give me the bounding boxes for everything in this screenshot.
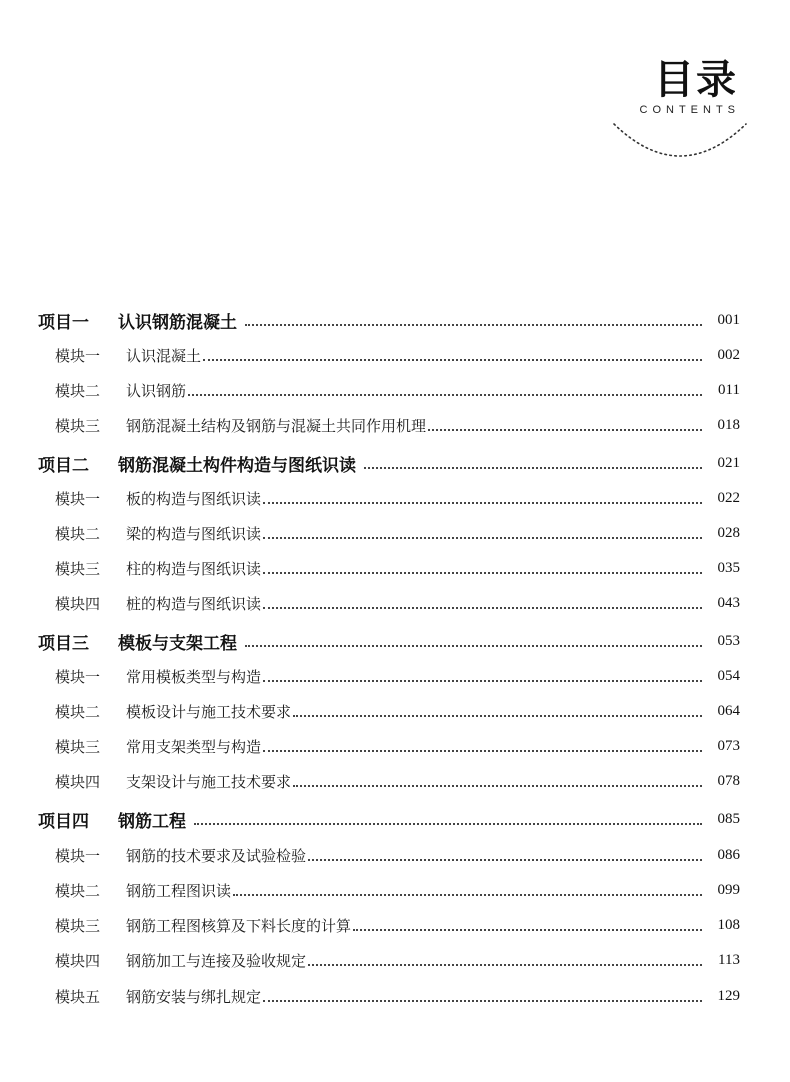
toc-entry-number: 模块四 [55,951,101,970]
toc-page-number: 099 [717,881,740,898]
toc-entry-label [55,845,306,866]
toc-section-row [55,942,740,978]
toc-page-number: 113 [718,951,740,968]
toc-entry-number: 模块三 [55,559,101,578]
dot-leader [308,858,702,861]
dot-leader [364,466,702,469]
toc-page-number: 022 [717,489,740,506]
toc-page-number: 054 [717,667,740,684]
toc-page-number: 002 [717,346,740,363]
toc-entry-number: 模块二 [55,881,101,900]
toc-page-number: 108 [717,916,740,933]
toc-entry-number: 模块一 [55,346,101,365]
dot-leader [428,428,702,431]
dot-leader [353,928,702,931]
toc-section-row [55,978,740,1014]
toc-entry-title: 钢筋加工与连接及验收规定 [126,951,307,970]
toc-section-row [55,693,740,729]
dot-leader [263,999,702,1002]
toc-entry-number: 模块一 [55,667,101,686]
toc-entry-label [55,950,306,971]
toc-entry-label [55,701,291,722]
toc-page-number: 018 [717,416,740,433]
toc-page-number: 064 [717,702,740,719]
toc-page-number: 129 [717,987,740,1004]
toc-entry-label [55,986,261,1007]
dot-leader [293,784,702,787]
table-of-contents [0,300,790,1020]
toc-entry-label [38,451,356,476]
toc-entry-label [38,807,186,832]
toc-entry-title: 桩的构造与图纸识读 [126,594,262,613]
toc-entry-label [55,593,261,614]
toc-entry-label [55,736,261,757]
toc-entry-number: 项目四 [38,811,89,832]
toc-section-row [55,480,740,516]
toc-entry-label [55,880,231,901]
toc-section-row [55,372,740,408]
toc-section-row [55,585,740,621]
toc-entry-title: 支架设计与施工技术要求 [126,772,292,791]
dot-leader [293,714,702,717]
toc-entry-title: 模板与支架工程 [118,633,237,654]
dot-leader [263,679,702,682]
toc-entry-title: 钢筋工程 [118,811,186,832]
toc-entry-title: 板的构造与图纸识读 [126,489,262,508]
toc-entry-number: 模块一 [55,489,101,508]
toc-entry-number: 模块四 [55,772,101,791]
toc-section-row [55,763,740,799]
dot-leader [245,323,702,326]
toc-entry-label [55,380,186,401]
toc-section-row [55,907,740,943]
toc-entry-label [55,771,291,792]
toc-entry-number: 项目二 [38,455,89,476]
toc-entry-label [55,523,261,544]
dotted-arc-ornament [610,118,750,166]
dot-leader [263,501,702,504]
toc-entry-number: 模块三 [55,416,101,435]
toc-section-row [55,728,740,764]
toc-page-number: 073 [717,737,740,754]
dot-leader [233,893,702,896]
dot-leader [263,749,702,752]
toc-entry-title: 常用支架类型与构造 [126,737,262,756]
toc-entry-title: 认识钢筋 [126,381,187,400]
toc-entry-title: 钢筋安装与绑扎规定 [126,987,262,1006]
toc-entry-number: 模块四 [55,594,101,613]
dot-leader [245,644,702,647]
toc-entry-label [38,629,237,654]
toc-entry-title: 柱的构造与图纸识读 [126,559,262,578]
toc-entry-label [55,415,426,436]
dot-leader [308,963,702,966]
toc-entry-label [55,488,261,509]
toc-page-number: 085 [717,810,740,827]
toc-entry-title: 认识混凝土 [126,346,202,365]
toc-entry-number: 模块二 [55,381,101,400]
toc-entry-title: 认识钢筋混凝土 [118,312,237,333]
page-title: 目录 [654,56,738,103]
toc-entry-number: 模块二 [55,702,101,721]
toc-entry-title: 钢筋的技术要求及试验检验 [126,846,307,865]
dot-leader [203,358,702,361]
toc-entry-title: 钢筋工程图识读 [126,881,232,900]
toc-chapter-row [38,801,740,837]
toc-section-row [55,658,740,694]
toc-section-row [55,515,740,551]
page-subtitle: CONTENTS [639,104,740,116]
toc-entry-title: 钢筋混凝土构件构造与图纸识读 [118,455,356,476]
dot-leader [188,393,702,396]
toc-entry-number: 模块二 [55,524,101,543]
page-header [0,0,790,200]
toc-entry-number: 模块三 [55,737,101,756]
toc-entry-label [55,345,201,366]
toc-entry-label [55,558,261,579]
toc-entry-number: 项目一 [38,312,89,333]
toc-page-number: 021 [717,454,740,471]
toc-entry-number: 项目三 [38,633,89,654]
toc-entry-label [38,308,237,333]
toc-entry-title: 钢筋工程图核算及下料长度的计算 [126,916,352,935]
toc-page-number: 011 [718,381,740,398]
toc-section-row [55,837,740,873]
dot-leader [263,571,702,574]
toc-entry-label [55,666,261,687]
toc-page-number: 028 [717,524,740,541]
toc-page-number: 035 [717,559,740,576]
toc-section-row [55,550,740,586]
toc-entry-number: 模块五 [55,987,101,1006]
toc-section-row [55,337,740,373]
toc-page-number: 053 [717,632,740,649]
toc-entry-title: 梁的构造与图纸识读 [126,524,262,543]
toc-entry-number: 模块一 [55,846,101,865]
toc-chapter-row [38,302,740,338]
toc-entry-label [55,915,351,936]
toc-page-number: 086 [717,846,740,863]
toc-chapter-row [38,445,740,481]
toc-chapter-row [38,623,740,659]
toc-entry-title: 钢筋混凝土结构及钢筋与混凝土共同作用机理 [126,416,427,435]
toc-section-row [55,872,740,908]
toc-section-row [55,407,740,443]
toc-page-number: 001 [717,311,740,328]
toc-entry-title: 模板设计与施工技术要求 [126,702,292,721]
toc-page-number: 078 [717,772,740,789]
toc-page-number: 043 [717,594,740,611]
toc-entry-number: 模块三 [55,916,101,935]
toc-entry-title: 常用模板类型与构造 [126,667,262,686]
dot-leader [263,536,702,539]
dot-leader [263,606,702,609]
dot-leader [194,822,702,825]
